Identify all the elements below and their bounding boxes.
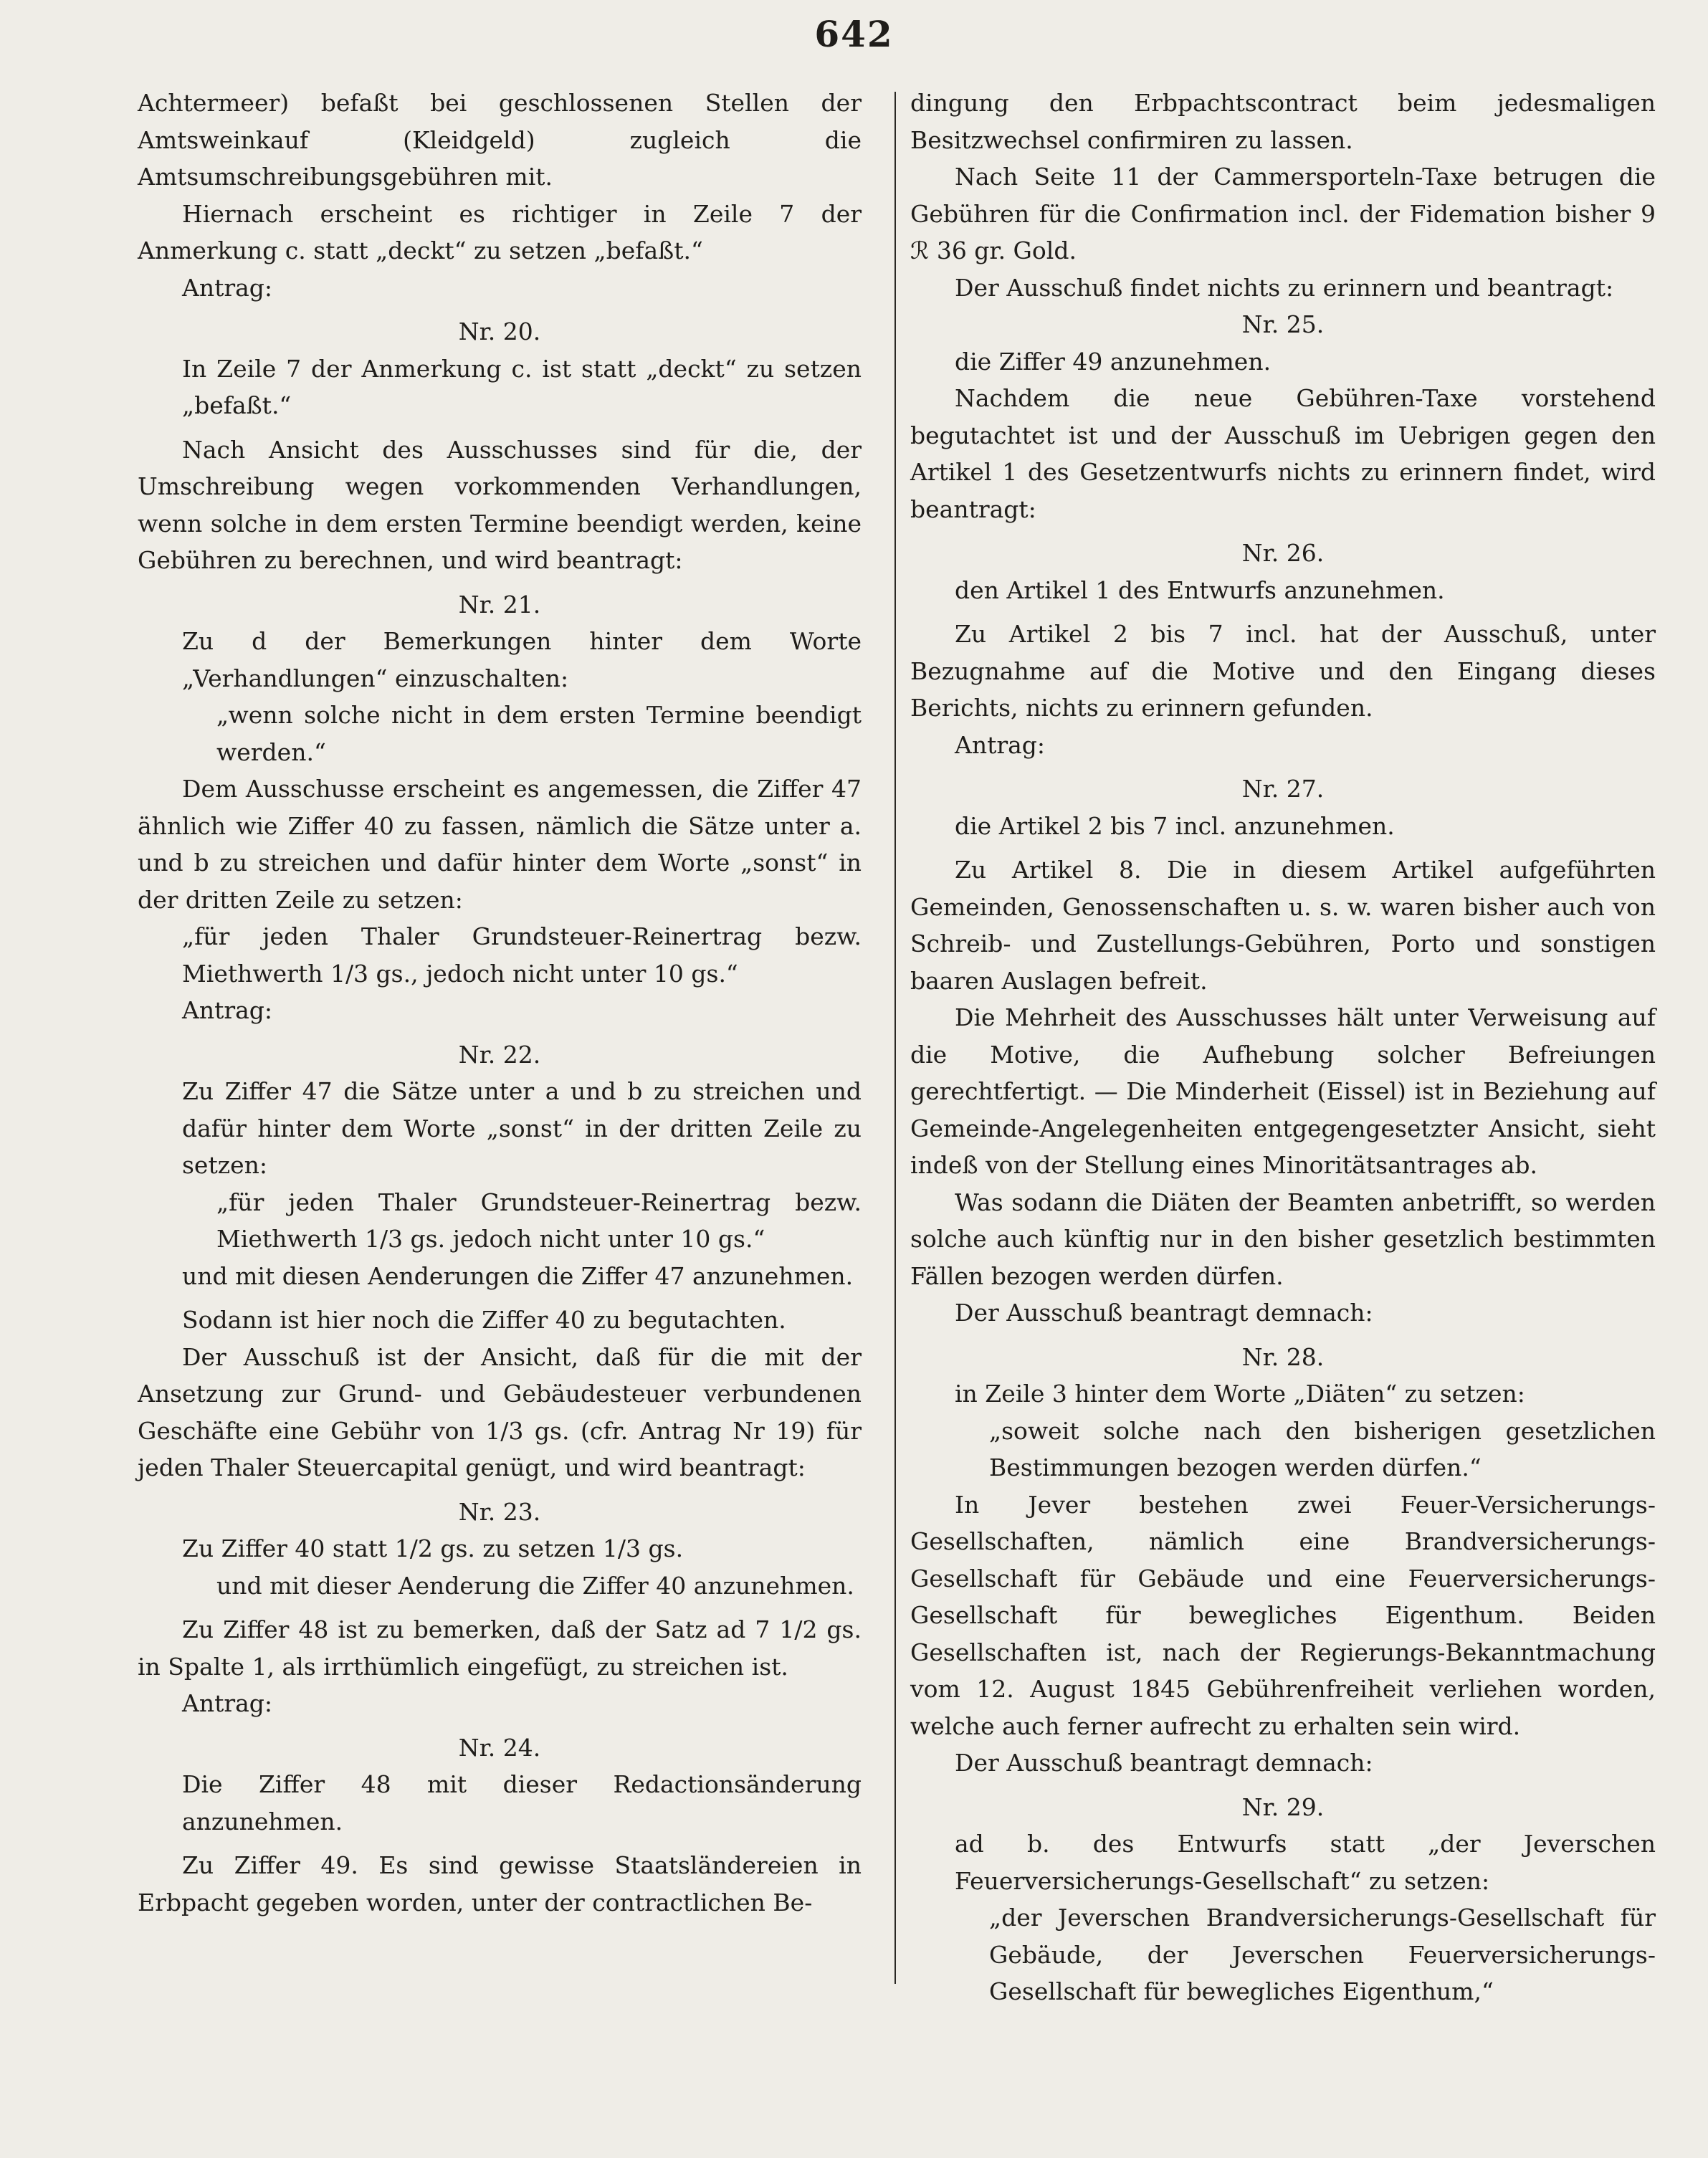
motion-text: in Zeile 3 hinter dem Worte „Diäten“ zu setzen: [955, 1380, 1525, 1408]
paragraph: Zu Ziffer 49. Es sind gewisse Staatsländereien in Erbpacht gegeben worden, unter der contractlichen Be- [138, 1851, 862, 1916]
motion-number: Nr. 23. [458, 1497, 541, 1526]
motion-number: Nr. 26. [1241, 539, 1325, 567]
motion-number: Nr. 24. [458, 1733, 541, 1762]
left-column [138, 85, 862, 1921]
antrag-label: Antrag: [182, 273, 273, 302]
motion-text: Die Ziffer 48 mit dieser Redactionsänderung anzunehmen. [182, 1770, 862, 1835]
paragraph: Dem Ausschusse erscheint es angemessen, die Ziffer 47 ähnlich wie Ziffer 40 zu fassen, nämlich die Sätze unter a. und b zu streichen und dafür hinter dem Worte „sonst“ in der dritten Zeile zu setzen: [138, 775, 862, 914]
paragraph: Hiernach erscheint es richtiger in Zeile 7 der Anmerkung c. statt „deckt“ zu setzen „befaßt.“ [138, 199, 862, 264]
motion-quote: „der Jeverschen Brandversicherungs-Gesellschaft für Gebäude, der Jeverschen Feuerversicherungs-Gesellschaft für bewegliches Eigenthum,“ [989, 1904, 1656, 2005]
paragraph: Nach Seite 11 der Cammersporteln-Taxe betrugen die Gebühren für die Confirmation incl. der Fidemation bisher 9 ℛ 36 gr. Gold. [910, 163, 1656, 264]
paragraph: Zu Ziffer 48 ist zu bemerken, daß der Satz ad 7 1/2 gs. in Spalte 1, als irrthümlich eingefügt, zu streichen ist. [138, 1615, 862, 1681]
motion-number: Nr. 21. [458, 590, 541, 619]
motion-text: ad b. des Entwurfs statt „der Jeverschen Feuerversicherungs-Gesellschaft“ zu setzen: [955, 1830, 1656, 1895]
right-column [910, 85, 1656, 2010]
motion-text: die Artikel 2 bis 7 incl. anzunehmen. [955, 811, 1395, 840]
paragraph: Sodann ist hier noch die Ziffer 40 zu begutachten. [182, 1306, 786, 1334]
paragraph: Der Ausschuß findet nichts zu erinnern und beantragt: [955, 273, 1614, 302]
paragraph: Achtermeer) befaßt bei geschlossenen Stellen der Amtsweinkauf (Kleidgeld) zugleich die Amtsumschreibungsgebühren mit. [138, 89, 862, 191]
motion-number: Nr. 28. [1241, 1342, 1325, 1371]
page-number: 642 [814, 13, 894, 55]
paragraph: Nachdem die neue Gebühren-Taxe vorstehend begutachtet ist und der Ausschuß im Uebrigen gegen den Artikel 1 des Gesetzentwurfs nichts zu erinnern findet, wird beantragt: [910, 384, 1656, 523]
motion-text: und mit diesen Aenderungen die Ziffer 47 anzunehmen. [182, 1261, 854, 1290]
motion-text: Zu Ziffer 47 die Sätze unter a und b zu streichen und dafür hinter dem Worte „sonst“ in der dritten Zeile zu setzen: [182, 1077, 862, 1179]
antrag-label: Antrag: [182, 1689, 273, 1717]
motion-number: Nr. 20. [458, 318, 541, 345]
motion-number: Nr. 22. [458, 1040, 541, 1069]
motion-text: die Ziffer 49 anzunehmen. [955, 347, 1272, 376]
paragraph: In Jever bestehen zwei Feuer-Versicherungs-Gesellschaften, nämlich eine Brandversicherungs-Gesellschaft für Gebäude und eine Feuerversicherungs-Gesellschaft für bewegliches Eigenthum. Beiden Gesellschaften ist, nach der Regierungs-Bekanntmachung vom 12. August 1845 Gebührenfreiheit verliehen worden, welche auch ferner aufrecht zu erhalten sein wird. [910, 1490, 1656, 1740]
motion-text: Zu d der Bemerkungen hinter dem Worte „Verhandlungen“ einzuschalten: [182, 627, 862, 692]
paragraph: Der Ausschuß ist der Ansicht, daß für die mit der Ansetzung zur Grund- und Gebäudesteuer verbundenen Geschäfte eine Gebühr von 1/3 gs. (cfr. Antrag Nr 19) für jeden Thaler Steuercapital genügt, und wird beantragt: [138, 1342, 862, 1481]
paragraph: Nach Ansicht des Ausschusses sind für die, der Umschreibung wegen vorkommenden Verhandlungen, wenn solche in dem ersten Termine beendigt werden, keine Gebühren zu berechnen, und wird beantragt: [138, 435, 862, 574]
quote: „für jeden Thaler Grundsteuer-Reinertrag bezw. Miethwerth 1/3 gs., jedoch nicht unter 10 gs.“ [182, 922, 862, 988]
motion-text: Zu Ziffer 40 statt 1/2 gs. zu setzen 1/3 gs. [182, 1534, 684, 1562]
motion-quote: „soweit solche nach den bisherigen gesetzlichen Bestimmungen bezogen werden dürfen.“ [989, 1416, 1656, 1481]
motion-number: Nr. 29. [1241, 1792, 1325, 1821]
paragraph: dingung den Erbpachtscontract beim jedesmaligen Besitzwechsel confirmiren zu lassen. [910, 89, 1656, 154]
paragraph: Die Mehrheit des Ausschusses hält unter Verweisung auf die Motive, die Aufhebung solcher Befreiungen gerechtfertigt. — Die Minderheit (Eissel) ist in Beziehung auf Gemeinde-Angelegenheiten entgegengesetzter Ansicht, sieht indeß von der Stellung eines Minoritätsantrages ab. [910, 1003, 1656, 1179]
paragraph: Zu Artikel 2 bis 7 incl. hat der Ausschuß, unter Bezugnahme auf die Motive und den Eingang dieses Berichts, nichts zu erinnern gefunden. [910, 620, 1656, 722]
paragraph: Zu Artikel 8. Die in diesem Artikel aufgeführten Gemeinden, Genossenschaften u. s. w. waren bisher auch von Schreib- und Zustellungs-Gebühren, Porto und sonstigen baaren Auslagen befreit. [910, 856, 1656, 995]
antrag-label: Antrag: [955, 730, 1046, 759]
antrag-label: Antrag: [182, 996, 273, 1024]
motion-quote: „für jeden Thaler Grundsteuer-Reinertrag bezw. Miethwerth 1/3 gs. jedoch nicht unter 10 gs.“ [216, 1188, 862, 1253]
motion-number: Nr. 27. [1241, 775, 1325, 803]
motion-text: In Zeile 7 der Anmerkung c. ist statt „deckt“ zu setzen „befaßt.“ [182, 354, 862, 419]
motion-text: und mit dieser Aenderung die Ziffer 40 anzunehmen. [216, 1571, 854, 1600]
motion-number: Nr. 25. [1241, 310, 1325, 338]
paragraph: Was sodann die Diäten der Beamten anbetrifft, so werden solche auch künftig nur in den bisher gesetzlich bestimmten Fällen bezogen werden dürfen. [910, 1188, 1656, 1290]
motion-text: den Artikel 1 des Entwurfs anzunehmen. [955, 576, 1445, 604]
motion-quote: „wenn solche nicht in dem ersten Termine beendigt werden.“ [216, 701, 862, 766]
paragraph: Der Ausschuß beantragt demnach: [955, 1749, 1373, 1777]
column-divider [894, 92, 896, 1984]
paragraph: Der Ausschuß beantragt demnach: [955, 1299, 1373, 1327]
